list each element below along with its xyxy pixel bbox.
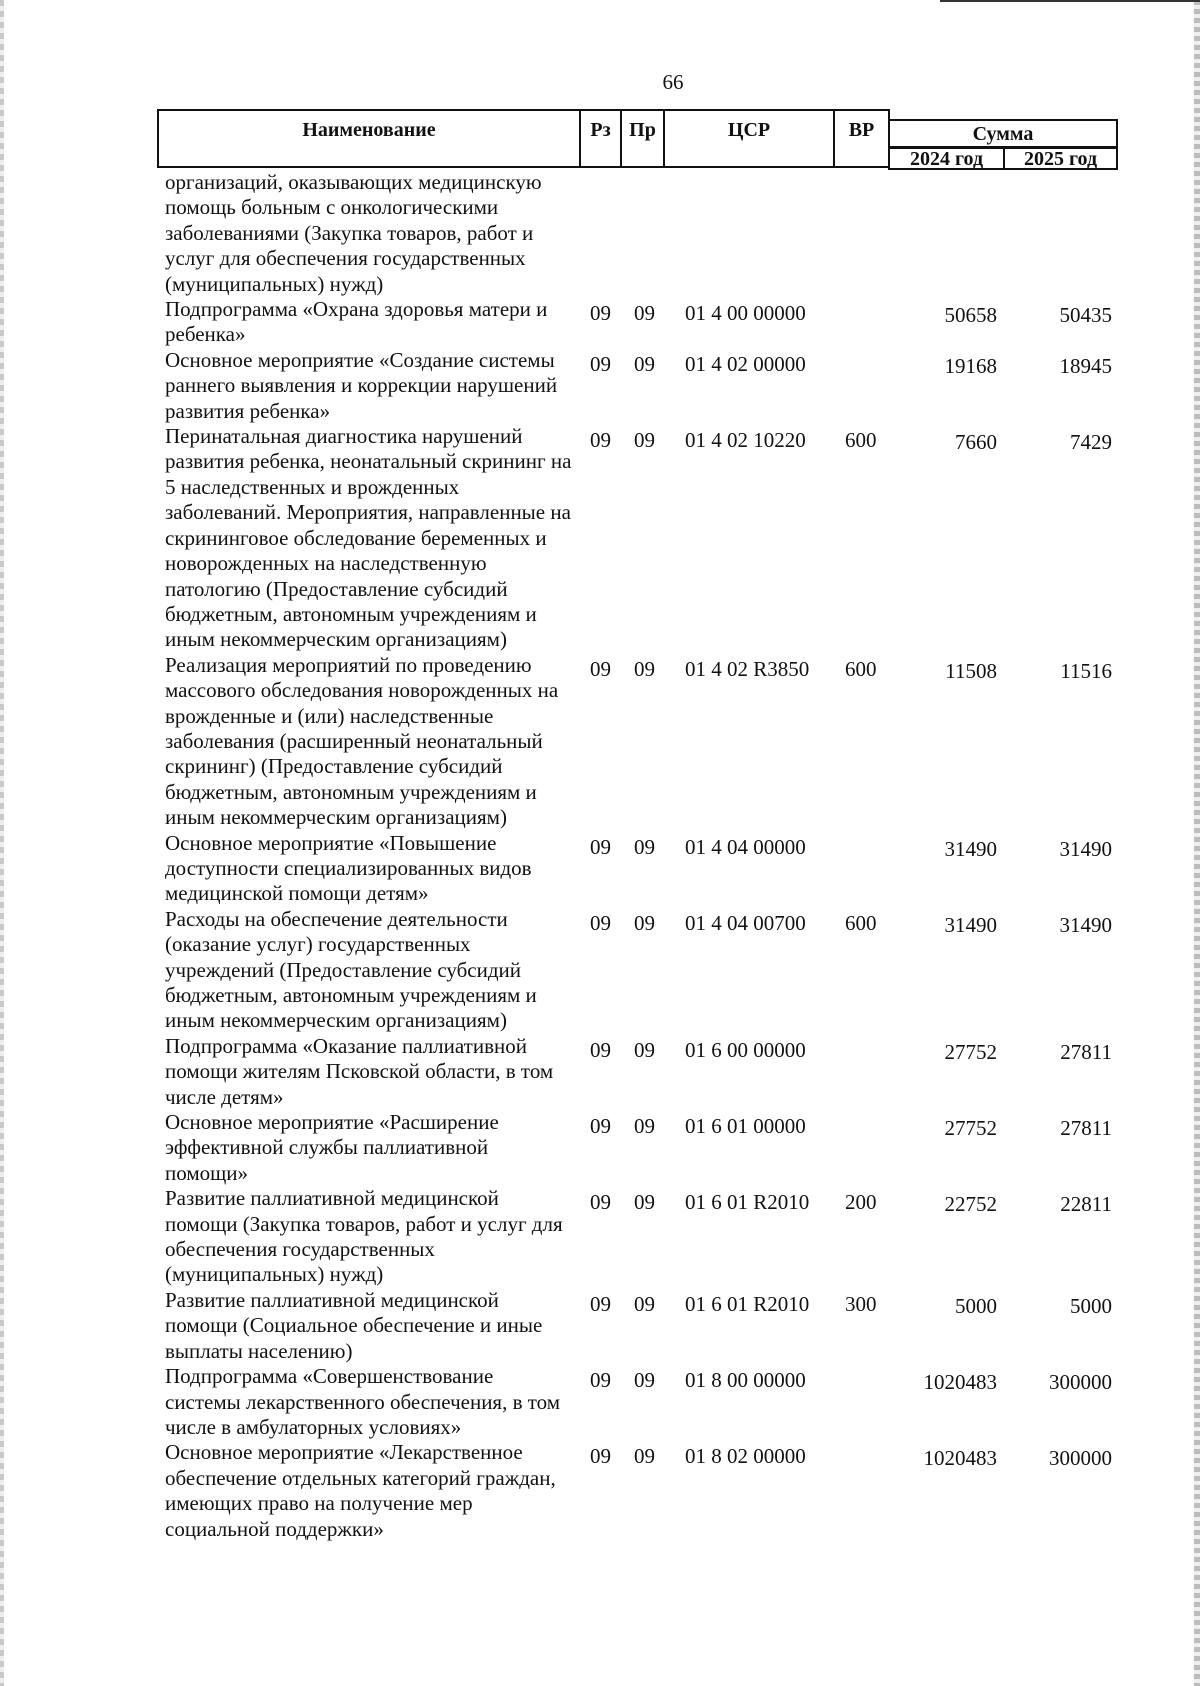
header-sum: Сумма	[888, 119, 1118, 149]
row-name: Реализация мероприятий по проведению массового обследования новорожденных на врожденные и (или) наследственные заболевания (расширенный неонатальный скрининг) (Предоставление субсидий бюджетным, автономным учреждениям и иным некоммерческим организациям)	[165, 652, 559, 830]
row-name: Перинатальная диагностика нарушений развития ребенка, неонатальный скрининг на 5 наследственных и врожденных заболеваний. Мероприятия, направленные на скрининговое обследование беременных и новорожденных на наследственную патологию (Предоставление субсидий бюджетным, автономным учреждениям и иным некоммерческим организациям)	[165, 424, 572, 652]
row-rz: 09	[590, 1291, 611, 1316]
row-rz: 09	[590, 1037, 611, 1062]
table-row	[157, 1364, 1118, 1440]
row-pr: 09	[634, 301, 655, 326]
scan-edge-top	[940, 0, 1200, 2]
header-year-2024: 2024 год	[888, 146, 1005, 170]
table-row	[157, 1440, 1118, 1542]
header-vr: ВР	[833, 109, 890, 168]
row-csr: 01 4 02 R3850	[685, 656, 810, 681]
scan-edge-left	[0, 0, 4, 1686]
row-vr	[845, 1034, 890, 1038]
page-number: 66	[662, 70, 684, 94]
row-sum-2025: 18945	[1059, 353, 1112, 378]
row-csr: 01 4 02 10220	[685, 428, 806, 453]
row-sum-2024: 19168	[944, 353, 997, 378]
row-sum-2025: 31490	[1059, 912, 1112, 937]
row-rz: 09	[590, 301, 611, 326]
table-row	[157, 348, 1118, 424]
row-rz: 09	[590, 351, 611, 376]
row-sum-2025: 11516	[1060, 658, 1112, 683]
table-body	[157, 170, 1118, 1542]
table-row	[157, 831, 1118, 907]
row-sum-2025: 300000	[1049, 1446, 1112, 1471]
table-row	[157, 424, 1118, 653]
row-rz: 09	[590, 834, 611, 859]
row-sum-2025: 7429	[1070, 430, 1112, 455]
row-rz	[590, 170, 620, 174]
row-pr: 09	[634, 910, 655, 935]
row-name: Развитие паллиативной медицинской помощи (Закупка товаров, работ и услуг для обеспечения государственных (муниципальных) нужд)	[165, 1186, 563, 1287]
row-csr: 01 6 01 R2010	[685, 1190, 810, 1215]
row-sum-2024: 1020483	[923, 1370, 997, 1395]
row-pr: 09	[634, 834, 655, 859]
row-pr: 09	[634, 1037, 655, 1062]
table-header	[157, 109, 1118, 170]
scan-edge-right	[1194, 0, 1200, 1686]
row-name: Подпрограмма «Совершенствование системы лекарственного обеспечения, в том числе в амбулаторных условиях»	[165, 1364, 561, 1439]
row-rz: 09	[590, 656, 611, 681]
row-pr: 09	[634, 1368, 655, 1393]
row-sum-2024: 27752	[944, 1116, 997, 1141]
table-row	[157, 907, 1118, 1034]
row-sum-2025: 5000	[1070, 1293, 1112, 1318]
row-csr: 01 4 00 00000	[685, 301, 806, 326]
row-pr: 09	[634, 428, 655, 453]
table-row	[157, 1288, 1118, 1364]
row-pr: 09	[634, 1114, 655, 1139]
row-pr: 09	[634, 351, 655, 376]
header-csr: ЦСР	[663, 109, 835, 168]
row-sum-2024: 27752	[944, 1039, 997, 1064]
row-csr: 01 4 04 00000	[685, 834, 806, 859]
row-pr: 09	[634, 1190, 655, 1215]
row-rz: 09	[590, 1444, 611, 1469]
row-name: Основное мероприятие «Создание системы раннего выявления и коррекции нарушений развития ребенка»	[165, 347, 558, 423]
row-rz: 09	[590, 1368, 611, 1393]
row-csr: 01 8 02 00000	[685, 1444, 806, 1469]
row-sum-2024	[897, 170, 997, 176]
header-pr: Пр	[620, 109, 665, 168]
row-csr: 01 6 00 00000	[685, 1037, 806, 1062]
row-csr: 01 4 02 00000	[685, 351, 806, 376]
row-sum-2025	[1009, 170, 1112, 176]
row-vr: 200	[845, 1190, 877, 1215]
row-pr: 09	[634, 1444, 655, 1469]
row-vr: 600	[845, 910, 877, 935]
row-pr: 09	[634, 656, 655, 681]
row-vr: 600	[845, 428, 877, 453]
row-sum-2024: 11508	[945, 658, 997, 683]
table-row	[157, 170, 1118, 297]
table-row	[157, 1186, 1118, 1288]
row-sum-2024: 31490	[944, 836, 997, 861]
row-vr: 300	[845, 1291, 877, 1316]
row-csr: 01 4 04 00700	[685, 910, 806, 935]
row-sum-2024: 50658	[944, 303, 997, 328]
row-sum-2024: 7660	[955, 430, 997, 455]
row-sum-2025: 31490	[1059, 836, 1112, 861]
table-row	[157, 297, 1118, 348]
row-rz: 09	[590, 1114, 611, 1139]
table-row	[157, 1034, 1118, 1110]
row-sum-2024: 22752	[944, 1192, 997, 1217]
row-name: Подпрограмма «Охрана здоровья матери и ребенка»	[165, 297, 548, 347]
row-name: Подпрограмма «Оказание паллиативной помощи жителям Псковской области, в том числе детям»	[165, 1033, 554, 1109]
row-name: Основное мероприятие «Лекарственное обеспечение отдельных категорий граждан, имеющих право на получение мер социальной поддержки»	[165, 1440, 556, 1541]
row-vr: 600	[845, 656, 877, 681]
row-rz: 09	[590, 1190, 611, 1215]
row-name: организаций, оказывающих медицинскую помощь больным с онкологическими заболеваниями (Закупка товаров, работ и услуг для обеспечения государственных (муниципальных) нужд)	[165, 170, 542, 296]
row-sum-2024: 1020483	[923, 1446, 997, 1471]
header-rz: Рз	[579, 109, 622, 168]
row-name: Основное мероприятие «Расширение эффективной службы паллиативной помощи»	[165, 1110, 499, 1185]
row-sum-2025: 27811	[1060, 1116, 1112, 1141]
row-vr	[845, 1440, 890, 1444]
row-rz: 09	[590, 910, 611, 935]
row-pr	[634, 170, 664, 174]
table-row	[157, 1110, 1118, 1186]
row-sum-2025: 27811	[1060, 1039, 1112, 1064]
row-vr	[845, 1110, 890, 1114]
row-rz: 09	[590, 428, 611, 453]
row-csr: 01 6 01 00000	[685, 1114, 806, 1139]
row-csr: 01 8 00 00000	[685, 1368, 806, 1393]
row-sum-2025: 50435	[1059, 303, 1112, 328]
row-name: Развитие паллиативной медицинской помощи (Социальное обеспечение и иные выплаты населению)	[165, 1287, 543, 1363]
row-vr	[845, 297, 890, 301]
row-name: Основное мероприятие «Повышение доступности специализированных видов медицинской помощи детям»	[165, 830, 532, 906]
row-csr: 01 6 01 R2010	[685, 1291, 810, 1316]
row-vr	[845, 1364, 890, 1368]
row-vr	[845, 348, 890, 352]
row-csr	[685, 170, 835, 174]
row-sum-2025: 300000	[1049, 1370, 1112, 1395]
row-sum-2024: 31490	[944, 912, 997, 937]
row-sum-2025: 22811	[1060, 1192, 1112, 1217]
header-name: Наименование	[157, 109, 581, 168]
table-row	[157, 653, 1118, 831]
row-vr	[845, 170, 890, 174]
row-vr	[845, 831, 890, 835]
header-year-2025: 2025 год	[1003, 146, 1118, 170]
row-sum-2024: 5000	[955, 1293, 997, 1318]
row-name: Расходы на обеспечение деятельности (оказание услуг) государственных учреждений (Предоставление субсидий бюджетным, автономным учреждениям и иным некоммерческим организациям)	[165, 906, 537, 1033]
row-pr: 09	[634, 1291, 655, 1316]
